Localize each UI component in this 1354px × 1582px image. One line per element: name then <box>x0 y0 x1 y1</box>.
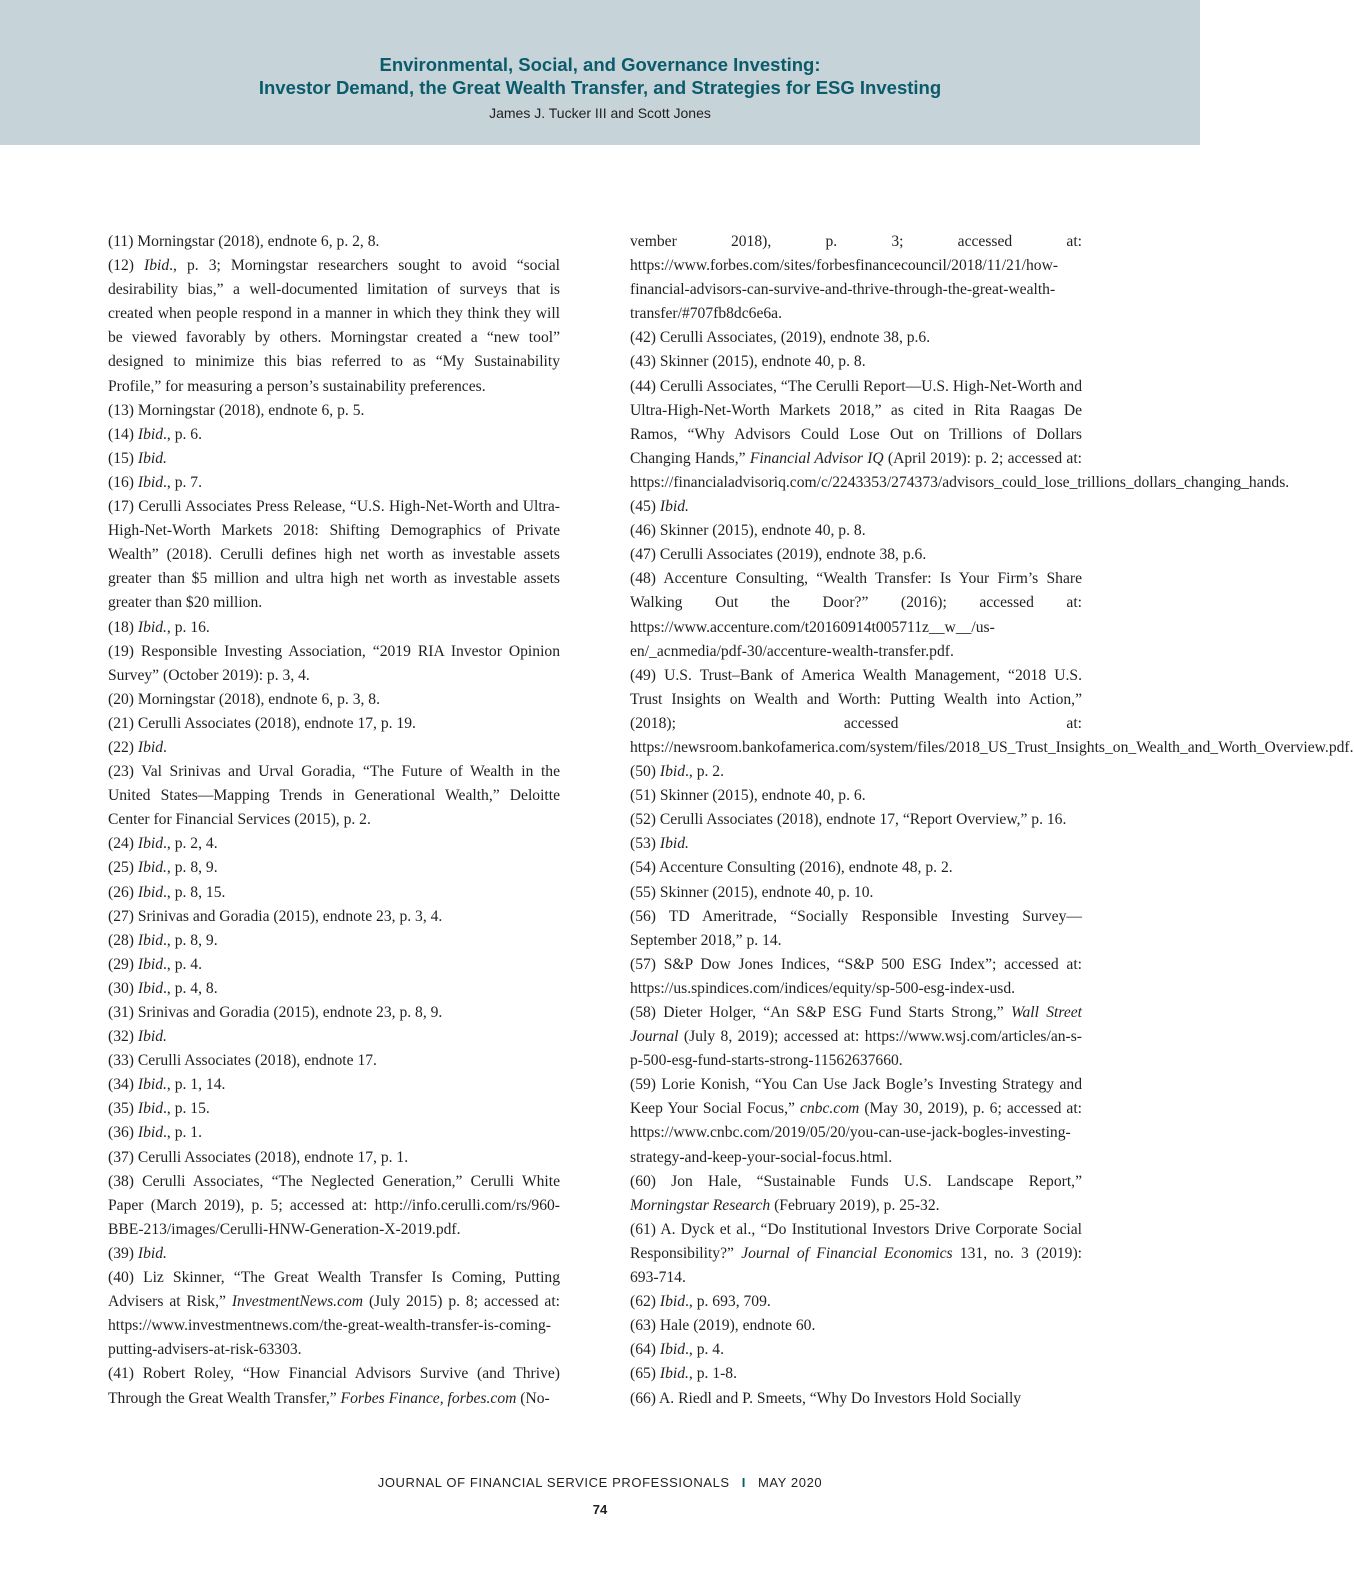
endnote-number: (21) <box>108 714 134 732</box>
endnote-italic-text: Ibid. <box>137 859 167 877</box>
endnote-text: . <box>163 738 167 756</box>
endnote-number: (43) <box>630 353 656 371</box>
endnote <box>108 688 560 712</box>
endnote-number: (15) <box>108 449 134 467</box>
endnote <box>108 1362 560 1410</box>
endnote-text: Cerulli Associates (2018), endnote 17. <box>133 1052 377 1070</box>
endnote-text: (No- <box>516 1389 550 1407</box>
endnote <box>630 1218 1082 1290</box>
endnote-number: (64) <box>630 1341 656 1359</box>
endnote-text: Val Srinivas and Urval Goradia, “The Future of Wealth in the United States—Mapping Trends in Generational Wealth,” Deloitte Center for Financial Services (2015), p. 2. <box>108 763 560 829</box>
endnote-italic-text: Ibid <box>137 835 164 853</box>
endnote-number: (18) <box>108 618 134 636</box>
endnote <box>108 760 560 832</box>
endnote-number: (26) <box>108 883 134 901</box>
endnote-italic-text: Ibid <box>137 738 164 756</box>
endnote-text: , p. 8, 9. <box>166 859 218 877</box>
endnote-text: ., p. 4. <box>163 955 202 973</box>
endnote-number: (37) <box>108 1148 134 1166</box>
endnote <box>630 905 1082 953</box>
endnote-number: (14) <box>108 425 134 443</box>
endnote-text: Lorie Konish, “You Can Use Jack Bogle’s Investing Strategy and Keep Your Social Focus,” <box>630 1076 1082 1118</box>
endnote-text: Dieter Holger, “An S&P ESG Fund Starts Strong,” <box>655 1004 1011 1021</box>
endnote <box>630 784 1082 808</box>
endnote-number: (50) <box>630 763 656 781</box>
endnote-italic-text: Ibid. <box>659 1365 689 1383</box>
endnote-text: , p. 1, 14. <box>166 1076 226 1094</box>
endnote-italic-text: Journal of Financial Economics <box>741 1244 953 1262</box>
endnote-text: ., p. 6. <box>163 425 202 443</box>
endnote-italic-text: Forbes Finance, forbes.com <box>340 1389 517 1407</box>
endnote <box>630 326 1082 350</box>
endnote-number: (30) <box>108 979 134 997</box>
endnote <box>108 1146 560 1170</box>
endnote <box>630 1290 1082 1314</box>
endnote-number: (29) <box>108 955 134 973</box>
endnote-text: (April 2019): p. 2; accessed at: https://financialadvisoriq.com/c/2243353/274373/advisors_could_lose_trillions_dollars_changing_hands. <box>630 449 1290 491</box>
endnote-italic-text: Ibid <box>144 257 170 275</box>
endnote-text: Cerulli Associates, “The Cerulli Report—U.S. High-Net-Worth and Ultra-High-Net-Worth Markets 2018,” as cited in Rita Raagas De Ramos, “Why Advisors Could Lose Out on Trillions of Dollars Changing Hands,” <box>630 377 1082 467</box>
endnote <box>630 760 1082 784</box>
endnote <box>108 1242 560 1266</box>
endnote-text: ., p. 4. <box>685 1341 724 1359</box>
endnote-text: , p. 16. <box>166 618 210 636</box>
endnote-italic-text: Ibid <box>137 1124 164 1142</box>
endnotes-left-column <box>108 230 560 1411</box>
endnote-text: (July 8, 2019); accessed at: https://www.wsj.com/articles/an-s-p-500-esg-fund-starts-strong-11562637660. <box>630 1028 1082 1070</box>
endnote-number: (20) <box>108 690 134 708</box>
endnote-text: (July 2015) p. 8; accessed at: https://www.investmentnews.com/the-great-wealth-transfer-is-coming-putting-advisers-at-risk-63303. <box>108 1293 560 1359</box>
endnote-text: ., p. 1. <box>163 1124 202 1142</box>
endnote-number: (62) <box>630 1293 656 1311</box>
endnote-number: (61) <box>630 1220 656 1238</box>
endnote-text: (May 30, 2019), p. 6; accessed at: https://www.cnbc.com/2019/05/20/you-can-use-jack-bogles-investing-strategy-and-keep-your-social-focus.html. <box>630 1100 1082 1166</box>
endnote-number: (38) <box>108 1172 134 1190</box>
endnote <box>630 519 1082 543</box>
endnote-italic-text: Ibid. <box>137 618 167 636</box>
endnote <box>108 929 560 953</box>
endnote <box>108 230 560 254</box>
endnote <box>630 1362 1082 1386</box>
endnote-number: (23) <box>108 763 134 781</box>
endnote-number: (44) <box>630 377 656 395</box>
endnote-number: (66) <box>630 1389 656 1407</box>
endnote <box>108 495 560 615</box>
endnote <box>108 1121 560 1145</box>
endnote-text: 131, no. 3 (2019): 693-714. <box>630 1244 1082 1287</box>
endnote <box>630 543 1082 567</box>
endnote-number: (40) <box>108 1269 134 1287</box>
endnote-number: (63) <box>630 1317 656 1335</box>
endnote-number: (25) <box>108 859 134 877</box>
endnote-italic-text: Ibid <box>659 1293 686 1311</box>
endnote-number: (32) <box>108 1028 134 1046</box>
endnote <box>630 832 1082 856</box>
endnote-text: Skinner (2015), endnote 40, p. 10. <box>655 883 874 901</box>
endnote-italic-text: Ibid. <box>137 1028 167 1046</box>
endnote-text: Morningstar (2018), endnote 6, p. 5. <box>133 401 365 419</box>
endnote-italic-text: cnbc.com <box>799 1100 860 1118</box>
endnote-text: S&P Dow Jones Indices, “S&P 500 ESG Index”; accessed at: https://us.spindices.com/indices/equity/sp-500-esg-index-usd. <box>630 955 1082 997</box>
endnote <box>108 399 560 423</box>
endnote-number: (24) <box>108 835 134 853</box>
endnote-text: Cerulli Associates, (2019), endnote 38, p.6. <box>655 329 931 347</box>
endnote-italic-text: Ibid <box>659 1341 686 1359</box>
endnote <box>108 881 560 905</box>
endnote-number: (39) <box>108 1244 134 1262</box>
page-header <box>0 0 1200 145</box>
endnote <box>108 1097 560 1121</box>
endnote-number: (34) <box>108 1076 134 1094</box>
endnote-number: (52) <box>630 811 656 829</box>
endnote-italic-text: Ibid <box>137 883 164 901</box>
endnote <box>108 905 560 929</box>
endnote-number: (58) <box>630 1004 656 1021</box>
endnote-number: (59) <box>630 1076 656 1094</box>
endnote-number: (65) <box>630 1365 656 1383</box>
endnote-number: (19) <box>108 642 134 660</box>
endnote-text: Liz Skinner, “The Great Wealth Transfer Is Coming, Putting Advisers at Risk,” <box>108 1269 560 1311</box>
endnote-text: Cerulli Associates (2018), endnote 17, p. 1. <box>133 1148 409 1166</box>
endnote-number: (54) <box>630 859 656 877</box>
endnote-italic-text: Wall Street Journal <box>630 1004 1082 1046</box>
endnote-italic-text: InvestmentNews.com <box>231 1293 364 1311</box>
endnote-text: ., p. 2, 4. <box>163 835 218 853</box>
endnote-number: (41) <box>108 1365 134 1383</box>
article-authors: James J. Tucker III and Scott Jones <box>489 105 711 121</box>
endnote <box>108 856 560 880</box>
footer-separator: I <box>741 1475 746 1490</box>
endnote-italic-text: Ibid <box>137 425 164 443</box>
endnote <box>630 375 1290 495</box>
endnote <box>108 1025 560 1049</box>
endnote-text: TD Ameritrade, “Socially Responsible Investing Survey—September 2018,” p. 14. <box>630 907 1082 949</box>
endnote <box>630 495 1082 519</box>
endnote-text: Cerulli Associates (2019), endnote 38, p.6. <box>655 546 927 564</box>
endnote-italic-text: Ibid <box>137 1100 164 1118</box>
endnote-number: (11) <box>108 233 134 250</box>
endnote-text: Accenture Consulting, “Wealth Transfer: Is Your Firm’s Share Walking Out the Door?” (2016); accessed at: https://www.accenture.com/t20160914t005711z__w__/us-en/_acnmedia/pdf-30/accenture-wealth-transfer.pdf. <box>630 570 1082 660</box>
endnote-number: (22) <box>108 738 134 756</box>
endnote-number: (47) <box>630 546 656 564</box>
endnote-text: ., p. 693, 709. <box>685 1293 771 1311</box>
endnote-number: (45) <box>630 498 656 516</box>
article-title-line-2: Investor Demand, the Great Wealth Transfer, and Strategies for ESG Investing <box>258 77 942 98</box>
endnote-number: (49) <box>630 666 656 684</box>
endnote-number: (27) <box>108 907 134 925</box>
endnote-text: vember 2018), p. 3; accessed at: https://www.forbes.com/sites/forbesfinancecouncil/2018/11/21/how-financial-advisors-can-survive-and-thrive-through-the-great-wealth-transfer/#707fb8dc6e6a. <box>630 233 1082 323</box>
endnote-text: Cerulli Associates, “The Neglected Generation,” Cerulli White Paper (March 2019), p. 5; accessed at: http://info.cerulli.com/rs/960-BBE-213/images/Cerulli-HNW-Generation-X-2019.pdf. <box>108 1172 560 1238</box>
endnote <box>108 616 560 640</box>
endnote-text: ., p. 4, 8. <box>163 979 218 997</box>
endnote <box>108 712 560 736</box>
article-title-line-1: Environmental, Social, and Governance Investing: <box>379 54 821 75</box>
endnote <box>630 567 1082 663</box>
journal-name: JOURNAL OF FINANCIAL SERVICE PROFESSIONALS <box>377 1475 730 1490</box>
endnote-number: (35) <box>108 1100 134 1118</box>
endnote-number: (28) <box>108 931 134 949</box>
endnote-number: (13) <box>108 401 134 419</box>
endnote-text: A. Dyck et al., “Do Institutional Investors Drive Corporate Social Responsibility?” <box>630 1220 1082 1262</box>
endnote <box>108 254 560 399</box>
endnote <box>630 230 1082 326</box>
endnote <box>630 1387 1082 1411</box>
endnote-number: (17) <box>108 498 134 516</box>
endnote-text: Cerulli Associates (2018), endnote 17, p. 19. <box>133 714 416 732</box>
endnote-text <box>134 257 144 274</box>
endnote <box>108 1001 560 1025</box>
endnote-text: Morningstar (2018), endnote 6, p. 2, 8. <box>133 233 380 250</box>
endnote-text: ., p. 2. <box>685 763 724 781</box>
endnote-text: Jon Hale, “Sustainable Funds U.S. Landscape Report,” <box>655 1172 1082 1190</box>
endnote-text: ., p. 3; Morningstar researchers sought to avoid “social desirability bias,” a well-documented limitation of surveys that is created when people respond in a manner in which they think they will be viewed favorably by others. Morningstar created a “new tool” designed to minimize this bias referred to as “My Sustainability Profile,” for measuring a person’s sustainability preferences. <box>108 257 560 395</box>
endnote <box>630 1314 1082 1338</box>
page-footer <box>0 1475 1200 1490</box>
endnote <box>630 1001 1082 1073</box>
endnote-text: Skinner (2015), endnote 40, p. 8. <box>655 522 866 540</box>
endnote-number: (16) <box>108 473 134 491</box>
page-number: 74 <box>592 1502 608 1517</box>
endnote <box>108 1266 560 1362</box>
endnote-number: (60) <box>630 1172 656 1190</box>
endnote <box>630 1073 1082 1169</box>
endnote-number: (57) <box>630 955 656 973</box>
endnote-text: Cerulli Associates Press Release, “U.S. High-Net-Worth and Ultra-High-Net-Worth Markets 2018: Shifting Demographics of Private Wealth” (2018). Cerulli defines high net worth as investable assets greater than $5 million and ultra high net worth as investable assets greater than $20 million. <box>108 498 560 612</box>
endnote-number: (56) <box>630 907 656 925</box>
endnote-text: Skinner (2015), endnote 40, p. 8. <box>655 353 866 371</box>
endnote-text: Srinivas and Goradia (2015), endnote 23, p. 3, 4. <box>133 907 443 925</box>
endnote-italic-text: Ibid <box>137 955 164 973</box>
endnote <box>630 350 1082 374</box>
endnote-text: Hale (2019), endnote 60. <box>655 1317 816 1335</box>
endnote <box>630 856 1082 880</box>
endnote <box>108 471 560 495</box>
endnote <box>108 1073 560 1097</box>
endnote-text: , p. 1-8. <box>688 1365 737 1383</box>
endnote-italic-text: Ibid <box>137 931 164 949</box>
endnote <box>108 1049 560 1073</box>
endnote-text: (February 2019), p. 25-32. <box>770 1196 940 1214</box>
endnote <box>108 1170 560 1242</box>
endnote <box>630 1338 1082 1362</box>
endnote-number: (36) <box>108 1124 134 1142</box>
endnote-italic-text: Ibid. <box>659 835 689 853</box>
endnote <box>630 881 1082 905</box>
endnote-italic-text: Ibid. <box>137 1076 167 1094</box>
endnote-number: (48) <box>630 570 656 588</box>
endnote <box>108 832 560 856</box>
endnote-text: Accenture Consulting (2016), endnote 48, p. 2. <box>655 859 953 877</box>
endnotes-right-column <box>630 230 1354 1411</box>
endnote <box>108 953 560 977</box>
endnote-number: (46) <box>630 522 656 540</box>
endnote-italic-text: Ibid <box>137 979 164 997</box>
issue-date: MAY 2020 <box>757 1475 823 1490</box>
endnote-number: (31) <box>108 1004 134 1021</box>
endnote <box>108 423 560 447</box>
endnote-italic-text: Ibid. <box>137 1244 167 1262</box>
endnote-text: Cerulli Associates (2018), endnote 17, “Report Overview,” p. 16. <box>655 811 1067 829</box>
endnote <box>108 977 560 1001</box>
endnote-text: ., p. 8, 9. <box>163 931 218 949</box>
endnote <box>630 953 1082 1001</box>
endnote-text: ., p. 15. <box>163 1100 210 1118</box>
endnote-italic-text: Ibid. <box>137 449 167 467</box>
endnote-text: Srinivas and Goradia (2015), endnote 23, p. 8, 9. <box>133 1004 443 1021</box>
endnote-text: U.S. Trust–Bank of America Wealth Management, “2018 U.S. Trust Insights on Wealth and Worth: Putting Wealth into Action,” (2018); accessed at: https://newsroom.bankofamerica.com/system/files/2018_US_Trust_Insights_on_Wealth_and_Worth_Overview.pdf. <box>630 666 1354 756</box>
endnote <box>108 736 560 760</box>
endnote-number: (55) <box>630 883 656 901</box>
endnote-number: (51) <box>630 787 656 805</box>
endnote-text: Robert Roley, “How Financial Advisors Survive (and Thrive) Through the Great Wealth Transfer,” <box>108 1365 560 1407</box>
endnote <box>108 640 560 688</box>
endnote <box>630 808 1082 832</box>
endnote-text: A. Riedl and P. Smeets, “Why Do Investors Hold Socially <box>655 1389 1022 1407</box>
endnote <box>630 1170 1082 1218</box>
endnote-number: (33) <box>108 1052 134 1070</box>
endnote-text: Skinner (2015), endnote 40, p. 6. <box>655 787 866 805</box>
endnote-number: (53) <box>630 835 656 853</box>
endnote-text: Morningstar (2018), endnote 6, p. 3, 8. <box>133 690 380 708</box>
endnote-italic-text: Financial Advisor IQ <box>749 449 884 467</box>
endnote-italic-text: Ibid. <box>659 498 689 516</box>
endnote-italic-text: Ibid <box>137 473 164 491</box>
endnote-text: ., p. 8, 15. <box>163 883 226 901</box>
endnote-number: (42) <box>630 329 656 347</box>
endnote-text: Responsible Investing Association, “2019 RIA Investor Opinion Survey” (October 2019): p. 3, 4. <box>108 642 560 684</box>
endnote-number: (12) <box>108 257 134 275</box>
endnote-italic-text: Ibid <box>659 763 686 781</box>
endnote <box>108 447 560 471</box>
endnote <box>630 664 1354 760</box>
endnote-italic-text: Morningstar Research <box>630 1196 771 1214</box>
endnote-text: ., p. 7. <box>163 473 202 491</box>
